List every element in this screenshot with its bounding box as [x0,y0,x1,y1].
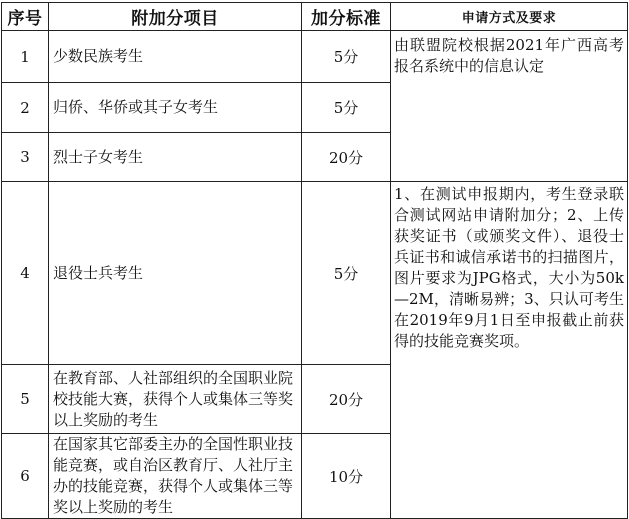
table-header-row [2,3,628,31]
header-score: 加分标准 [302,3,391,31]
requirement-cell: 由联盟院校根据2021年广西高考报名系统中的信息认定 [391,31,628,182]
row-num: 6 [2,434,49,519]
row-item: 退役士兵考生 [49,182,302,365]
row-item: 少数民族考生 [49,31,302,83]
row-item: 烈士子女考生 [49,133,302,182]
row-num: 5 [2,365,49,434]
row-score: 5分 [302,182,391,365]
table-row [2,31,628,83]
row-score: 5分 [302,83,391,133]
row-num: 3 [2,133,49,182]
row-num: 4 [2,182,49,365]
bonus-points-table [1,2,628,519]
header-num: 序号 [2,3,49,31]
row-num: 1 [2,31,49,83]
row-score: 5分 [302,31,391,83]
header-requirement: 申请方式及要求 [391,3,628,31]
row-item: 在国家其它部委主办的全国性职业技能竞赛，或自治区教育厅、人社厅主办的技能竞赛，获得个人或集体三等奖以上奖励的考生 [49,434,302,519]
row-score: 20分 [302,365,391,434]
row-item: 在教育部、人社部组织的全国职业院校技能大赛，获得个人或集体三等奖以上奖励的考生 [49,365,302,434]
requirement-cell: 1、在测试申报期内，考生登录联合测试网站申请附加分；2、上传获奖证书（或颁奖文件）、退役士兵证书和诚信承诺书的扫描图片，图片要求为JPG格式，大小为50k—2M，清晰易辨；3、只认可考生在2019年9月1日至申报截止前获得的技能竞赛奖项。 [391,182,628,519]
row-num: 2 [2,83,49,133]
row-score: 10分 [302,434,391,519]
row-item: 归侨、华侨或其子女考生 [49,83,302,133]
row-score: 20分 [302,133,391,182]
header-item: 附加分项目 [49,3,302,31]
table-row [2,182,628,365]
